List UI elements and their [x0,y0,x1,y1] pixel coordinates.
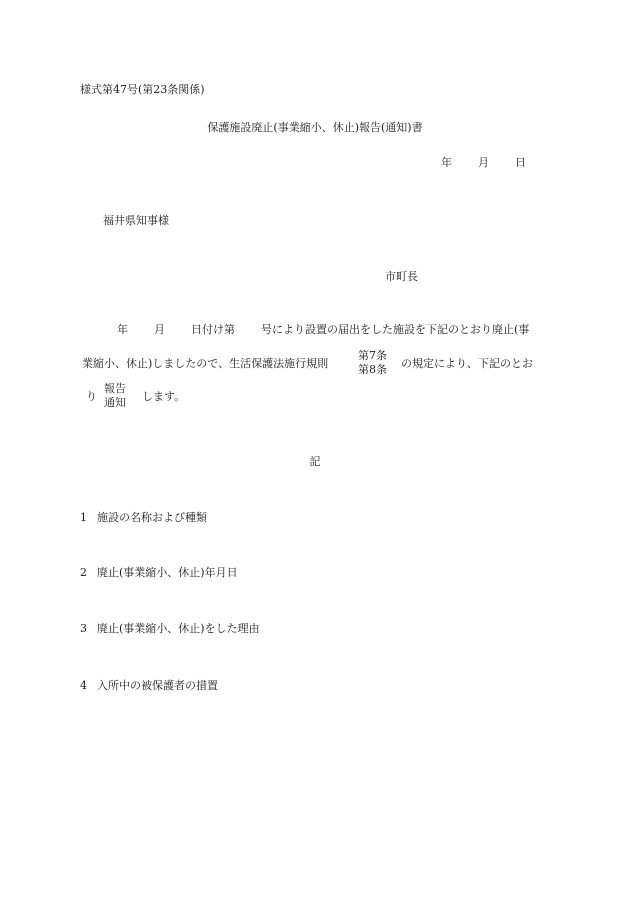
item-number: 3 [80,622,87,635]
item-label: 廃止(事業縮小、休止)年月日 [97,566,238,579]
form-number: 様式第47号(第23条関係) [80,83,205,96]
action-option-notice: 通知 [104,396,126,409]
list-item [80,680,218,691]
body-line-2-end: の規定により、下記のとお [401,357,533,370]
date-year-label: 年 [441,156,452,169]
body-year-label: 年 [117,323,128,336]
body-date-ref-label: 日付け第 [191,323,235,336]
article-option-7: 第7条 [358,349,387,362]
item-label: 施設の名称および種類 [97,511,207,524]
document-title: 保護施設廃止(事業縮小、休止)報告(通知)書 [207,121,423,134]
ki-heading: 記 [309,455,321,468]
body-line-1-text: 号により設置の届出をした施設を下記のとおり廃止(事 [261,323,530,336]
body-line-3-end: します。 [142,390,186,403]
item-label: 入所中の被保護者の措置 [97,679,218,692]
action-option-report: 報告 [104,382,126,395]
body-line-3-start: り [86,390,97,403]
date-month-label: 月 [478,156,489,169]
item-number: 2 [80,566,87,579]
item-label: 廃止(事業縮小、休止)をした理由 [97,622,260,635]
sender: 市町長 [385,270,418,283]
list-item [80,567,238,578]
addressee: 福井県知事様 [103,214,169,227]
body-line-1 [117,324,529,335]
date-day-label: 日 [515,156,526,169]
item-number: 1 [80,511,87,524]
article-options [358,350,387,378]
body-month-label: 月 [154,323,165,336]
date-line [441,157,526,168]
body-line-2-start: 業縮小、休止)しましたので、生活保護法施行規則 [82,357,329,370]
item-number: 4 [80,679,87,692]
action-options [104,383,126,411]
article-option-8: 第8条 [358,363,387,376]
list-item [80,623,260,634]
list-item [80,512,207,523]
